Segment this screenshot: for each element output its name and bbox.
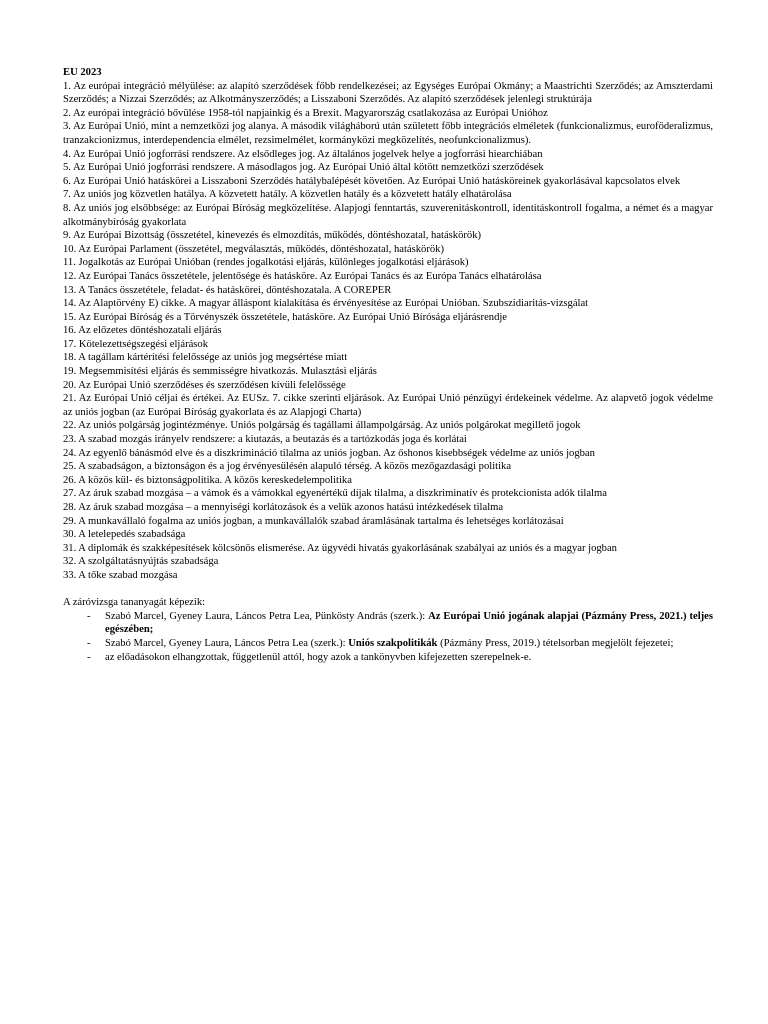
topic-item: 25. A szabadságon, a biztonságon és a jog érvényesülésén alapuló térség. A közös mezőgazdasági politika (63, 461, 512, 473)
material-book-title: Az Európai Unió jogának alapjai (Pázmány Press, 2021.) teljes egészében; (105, 610, 713, 636)
topic-item: 20. Az Európai Unió szerződéses és szerződésen kívüli felelőssége (63, 379, 346, 391)
topic-item: 12. Az Európai Tanács összetétele, jelentősége és hatásköre. Az Európai Tanács és az Európa Tanács elhatárolása (63, 270, 542, 282)
list-dash: - (87, 637, 91, 649)
material-text (105, 651, 713, 665)
topic-item: 24. Az egyenlő bánásmód elve és a diszkrimináció tilalma az uniós jogban. Az őshonos kisebbségek védelme az uniós jogban (63, 447, 595, 459)
document-title: EU 2023 (63, 67, 102, 78)
topic-item: 15. Az Európai Bíróság és a Törvényszék összetétele, hatásköre. Az Európai Unió Bírósága eljárásrendje (63, 311, 508, 323)
materials-list (63, 610, 713, 664)
topic-item: 28. Az áruk szabad mozgása – a mennyiségi korlátozások és a velük azonos hatású intézkedések tilalma (63, 502, 504, 513)
topic-item: 30. A letelepedés szabadsága (63, 529, 186, 541)
topic-item: 3. Az Európai Unió, mint a nemzetközi jog alanya. A második világháború után született főbb integrációs elméletek (funkcionalizmus, euroföderalizmus, tranzakcionizmus, interdependencia elmélet, rezsimelmélet, kormányközi megközelítés, neofunkcionalizmus). (63, 121, 713, 146)
topic-item: 19. Megsemmisítési eljárás és semmisségre hivatkozás. Mulasztási eljárás (63, 366, 377, 378)
material-authors: az előadásokon elhangzottak, függetlenül attól, hogy azok a tankönyvben kifejezetten szerepelnek-e. (105, 651, 532, 663)
topic-item: 9. Az Európai Bizottság (összetétel, kinevezés és elmozdítás, működés, döntéshozatal, hatáskörök) (63, 230, 482, 242)
topic-item: 18. A tagállam kártérítési felelőssége az uniós jog megsértése miatt (63, 352, 348, 364)
topic-item: 4. Az Európai Unió jogforrási rendszere. Az elsődleges jog. Az általános jogelvek helye a jogforrási hiearchiában (63, 148, 543, 160)
material-item (63, 651, 713, 665)
topic-item: 17. Kötelezettségszegési eljárások (63, 338, 209, 350)
topic-item: 1. Az európai integráció mélyülése: az alapító szerződések főbb rendelkezései; az Egységes Európai Okmány; a Maastrichti Szerződés; az Amszterdami Szerződés; a Nizzai Szerződés; az Alkotmányszerződés; a Lisszaboni Szerződés. Az alapító szerződések jelenlegi struktúrája (63, 80, 713, 106)
materials-heading: A záróvizsga tananyagát képezik: (63, 597, 206, 609)
material-authors: Szabó Marcel, Gyeney Laura, Láncos Petra Lea, Pünkösty András (szerk.): (105, 610, 429, 622)
topic-item: 14. Az Alaptörvény E) cikke. A magyar álláspont kialakítása és érvényesítése az Európai Unióban. Szubszidiaritás-vizsgálat (63, 298, 589, 310)
topic-item: 23. A szabad mozgás irányelv rendszere: a kiutazás, a beutazás és a tartózkodás joga és korlátai (63, 434, 467, 446)
topic-item: 33. A tőke szabad mozgása (63, 569, 178, 581)
topic-item: 29. A munkavállaló fogalma az uniós jogban, a munkavállalók szabad áramlásának tartalma és lehetséges korlátozásai (63, 515, 564, 527)
topic-item: 10. Az Európai Parlament (összetétel, megválasztás, működés, döntéshozatal, hatáskörök) (63, 243, 444, 255)
topic-item: 16. Az előzetes döntéshozatali eljárás (63, 325, 222, 337)
list-dash: - (87, 651, 91, 663)
topic-item: 22. Az uniós polgárság jogintézménye. Uniós polgárság és tagállami állampolgárság. Az uniós polgárokat megillető jogok (63, 420, 581, 432)
topic-item: 13. A Tanács összetétele, feladat- és hatáskörei, döntéshozatala. A COREPER (63, 284, 392, 296)
topic-item: 2. Az európai integráció bővülése 1958-tól napjainkig és a Brexit. Magyarország csatlakozása az Európai Unióhoz (63, 107, 548, 119)
topic-list (63, 80, 713, 583)
topic-item: 8. Az uniós jog elsőbbsége: az Európai Bíróság megközelítése. Alapjogi fenntartás, szuverenitáskontroll, identitáskontroll fogalma, a német és a magyar alkotmánybíróság gyakorlata (63, 202, 713, 228)
document-page (63, 66, 713, 664)
topic-item: 21. Az Európai Unió céljai és értékei. Az EUSz. 7. cikke szerinti eljárások. Az Európai Unió pénzügyi érdekeinek védelme. Az alapvető jogok védelme az uniós jogban (az Európai Bíróság gyakorlata és az Alapjogi Charta) (63, 393, 713, 418)
material-item (63, 610, 713, 637)
material-authors: Szabó Marcel, Gyeney Laura, Láncos Petra Lea (szerk.): (105, 637, 349, 649)
material-book-title: Uniós szakpolitikák (348, 637, 438, 649)
topic-item: 6. Az Európai Unió hatáskörei a Lisszaboni Szerződés hatálybalépését követően. Az Európai Unió hatásköreinek gyakorlásával kapcsolatos elvek (63, 175, 681, 187)
material-note: (Pázmány Press, 2019.) tételsorban megjelölt fejezetei; (437, 637, 674, 649)
topic-item: 7. Az uniós jog közvetlen hatálya. A közvetett hatály. A közvetlen hatály és a közvetett hatály elhatárolása (63, 189, 512, 201)
topic-item: 11. Jogalkotás az Európai Unióban (rendes jogalkotási eljárás, különleges jogalkotási eljárások) (63, 257, 469, 269)
material-item (63, 637, 713, 651)
material-text (105, 610, 713, 637)
material-text (105, 637, 713, 651)
topic-item: 5. Az Európai Unió jogforrási rendszere. A másodlagos jog. Az Európai Unió által kötött nemzetközi szerződések (63, 162, 544, 174)
topic-item: 27. Az áruk szabad mozgása – a vámok és a vámokkal egyenértékű díjak tilalma, a diszkriminatív és protekcionista adók tilalma (63, 488, 607, 500)
topic-item: 32. A szolgáltatásnyújtás szabadsága (63, 556, 219, 568)
topic-item: 26. A közös kül- és biztonságpolitika. A közös kereskedelempolitika (63, 474, 352, 486)
topic-item: 31. A diplomák és szakképesítések kölcsönös elismerése. Az ügyvédi hivatás gyakorlásának szabályai az uniós és a magyar jogban (63, 542, 617, 554)
list-dash: - (87, 610, 91, 622)
section-spacer (63, 583, 713, 597)
